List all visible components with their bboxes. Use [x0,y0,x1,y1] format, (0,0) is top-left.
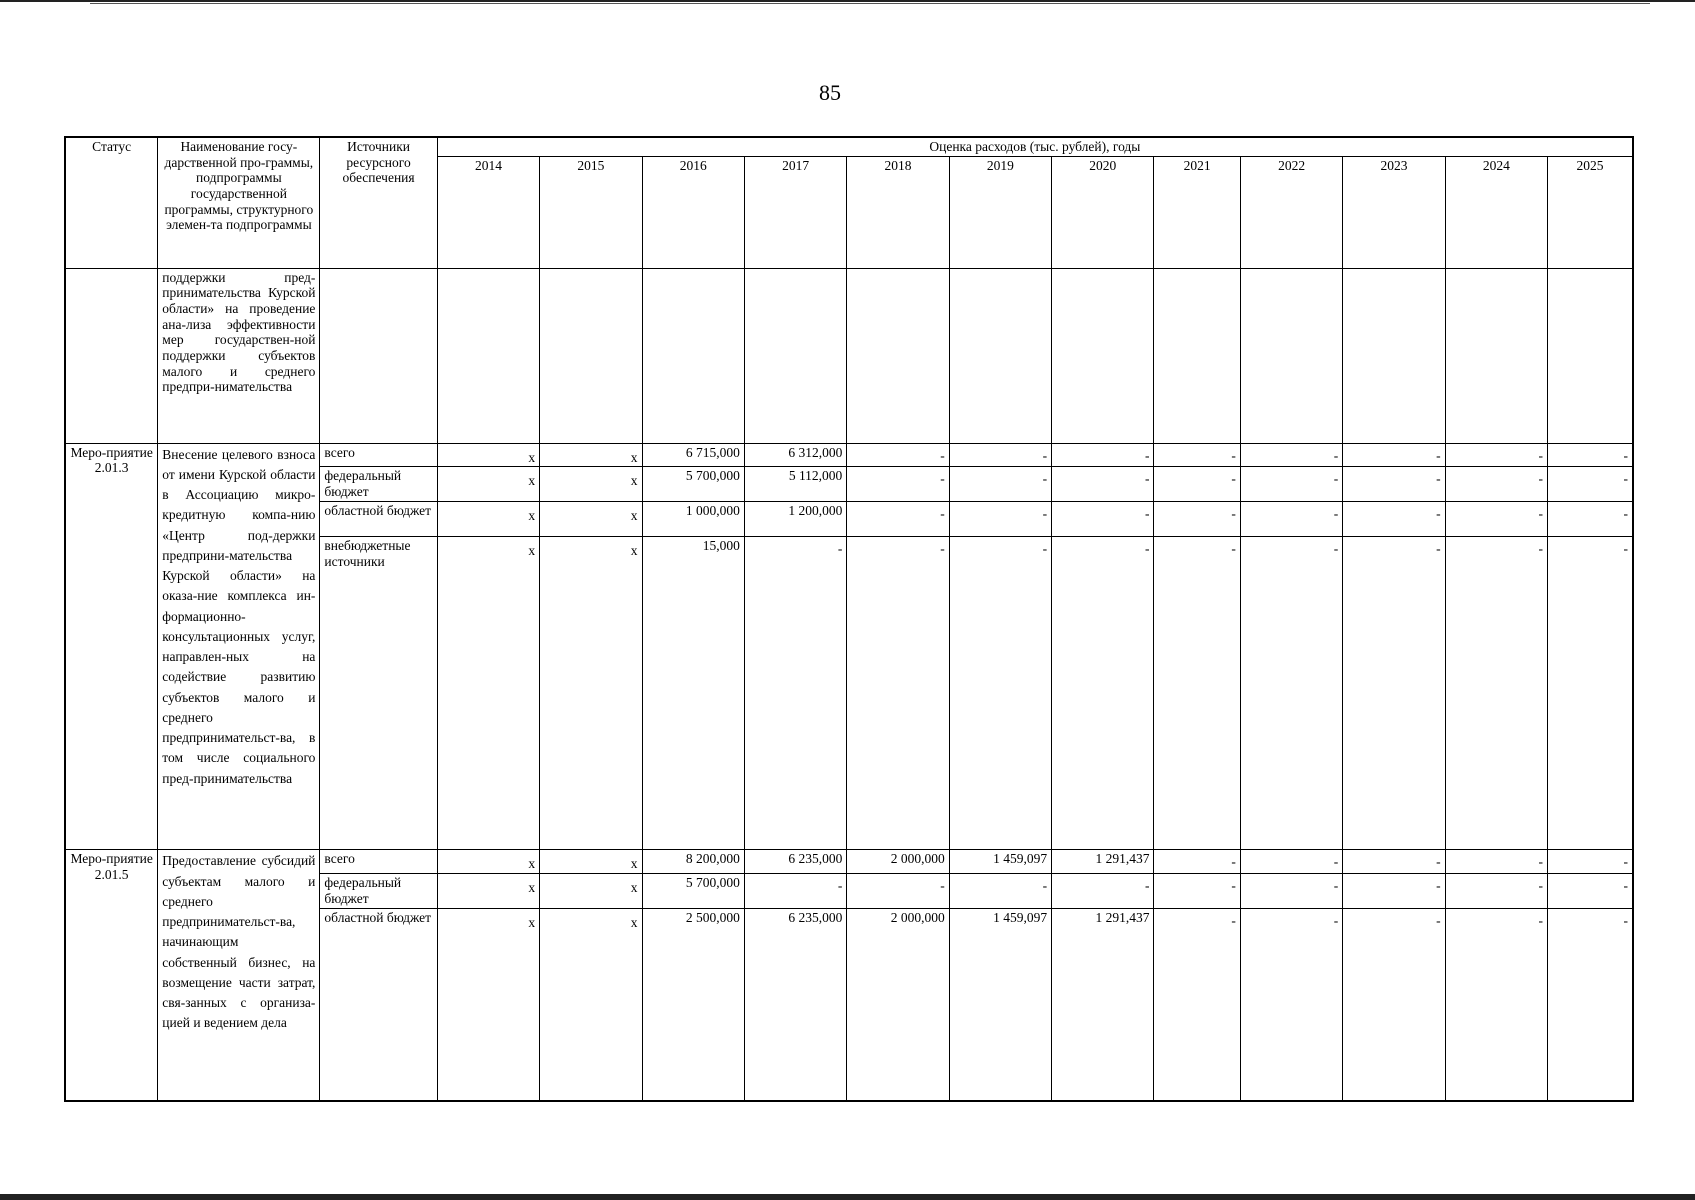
source-label: областной бюджет [320,908,437,1101]
value-cell: - [1548,502,1633,537]
value-cell: - [949,443,1051,467]
value-cell: - [949,467,1051,502]
source-label: всего [320,850,437,874]
value-cell: 5 112,000 [744,467,846,502]
measure-name: Предоставление субсидий субъектам малого и среднего предпринимательст-ва, начинающим собственный бизнес, на возмещение части затрат, свя-занных с организа-цией и ведением дела [158,850,320,1102]
value-cell: - [1445,443,1547,467]
value-cell: - [1240,908,1342,1101]
measure-name: Внесение целевого взноса от имени Курской области в Ассоциацию микро-кредитную компа-нию «Центр под-держки предприни-мательства Курской области» на оказа-ние комплекса ин-формационно-консультационных услуг, направлен-ных на содействие развитию субъектов малого и среднего предпринимательст-ва, в том числе социального пред-принимательства [158,443,320,850]
continuation-row [65,268,1633,443]
value-cell: x [437,443,539,467]
value-cell: - [1154,467,1240,502]
budget-table [64,136,1634,1102]
header-year: 2025 [1548,156,1633,268]
value-cell: 6 312,000 [744,443,846,467]
value-cell: 2 500,000 [642,908,744,1101]
value-cell: x [540,502,642,537]
value-cell: - [744,537,846,850]
table-row [65,850,1633,874]
value-cell: - [1548,443,1633,467]
value-cell: 1 000,000 [642,502,744,537]
value-cell: 5 700,000 [642,873,744,908]
value-cell: - [1052,502,1154,537]
value-cell: x [540,908,642,1101]
value-cell: - [1240,873,1342,908]
measure-status: Меро-приятие 2.01.5 [65,850,158,1102]
value-cell: - [1343,850,1445,874]
source-label: областной бюджет [320,502,437,537]
header-year: 2023 [1343,156,1445,268]
value-cell: x [540,467,642,502]
value-cell: - [1548,467,1633,502]
value-cell: - [1548,908,1633,1101]
value-cell: - [1445,908,1547,1101]
value-cell: 1 200,000 [744,502,846,537]
header-year: 2015 [540,156,642,268]
value-cell: x [540,850,642,874]
value-cell: - [1052,873,1154,908]
value-cell: 6 235,000 [744,850,846,874]
value-cell: x [437,873,539,908]
header-year: 2020 [1052,156,1154,268]
value-cell: - [1154,502,1240,537]
value-cell: - [1343,908,1445,1101]
value-cell: - [847,873,949,908]
value-cell: - [847,502,949,537]
header-estimate: Оценка расходов (тыс. рублей), годы [437,137,1633,156]
value-cell: - [1548,873,1633,908]
value-cell: - [1052,537,1154,850]
continuation-status-cell [65,268,158,443]
source-label: всего [320,443,437,467]
value-cell: - [1240,443,1342,467]
value-cell: - [1154,537,1240,850]
table-row [65,443,1633,467]
value-cell: 1 291,437 [1052,908,1154,1101]
value-cell: x [540,537,642,850]
value-cell: - [1445,873,1547,908]
value-cell: - [1343,873,1445,908]
value-cell: x [437,502,539,537]
value-cell: - [1154,908,1240,1101]
header-year: 2016 [642,156,744,268]
source-label: федеральный бюджет [320,873,437,908]
value-cell: - [744,873,846,908]
header-year: 2019 [949,156,1051,268]
header-year: 2021 [1154,156,1240,268]
value-cell: - [1240,850,1342,874]
page-number: 85 [819,80,841,105]
value-cell: - [1154,850,1240,874]
header-year: 2024 [1445,156,1547,268]
value-cell: 8 200,000 [642,850,744,874]
continuation-name: поддержки пред-принимательства Курской области» на проведение ана-лиза эффективности мер государствен-ной поддержки субъектов малого и среднего предпри-нимательства [158,268,320,443]
value-cell: - [949,873,1051,908]
value-cell: 2 000,000 [847,850,949,874]
header-status: Статус [65,137,158,268]
value-cell: - [949,537,1051,850]
scan-border-top [0,0,1695,2]
value-cell: - [1052,467,1154,502]
value-cell: 6 715,000 [642,443,744,467]
value-cell: 2 000,000 [847,908,949,1101]
value-cell: 15,000 [642,537,744,850]
value-cell: - [1548,850,1633,874]
value-cell: 6 235,000 [744,908,846,1101]
value-cell: - [1154,443,1240,467]
value-cell: - [847,443,949,467]
header-year: 2022 [1240,156,1342,268]
value-cell: - [1240,467,1342,502]
value-cell: - [1548,537,1633,850]
scan-border-bottom [0,1194,1695,1200]
value-cell: x [540,873,642,908]
header-year: 2018 [847,156,949,268]
value-cell: - [949,502,1051,537]
value-cell: - [1445,467,1547,502]
value-cell: - [1445,502,1547,537]
value-cell: - [1240,502,1342,537]
value-cell: - [1343,443,1445,467]
value-cell: - [1154,873,1240,908]
header-name: Наименование госу-дарственной про-граммы, подпрограммы государственной программы, структурного элемен-та подпрограммы [158,137,320,268]
value-cell: - [847,467,949,502]
scan-border-top-inner [90,3,1650,4]
header-sources: Источники ресурсного обеспечения [320,137,437,268]
header-year: 2017 [744,156,846,268]
value-cell: - [1240,537,1342,850]
value-cell: - [1052,443,1154,467]
value-cell: - [1445,537,1547,850]
value-cell: - [1343,467,1445,502]
value-cell: - [847,537,949,850]
source-label: внебюджетные источники [320,537,437,850]
value-cell: 1 459,097 [949,850,1051,874]
header-year: 2014 [437,156,539,268]
value-cell: x [437,467,539,502]
value-cell: 1 459,097 [949,908,1051,1101]
value-cell: x [437,537,539,850]
value-cell: 1 291,437 [1052,850,1154,874]
value-cell: 5 700,000 [642,467,744,502]
value-cell: - [1343,502,1445,537]
value-cell: - [1343,537,1445,850]
measure-status: Меро-приятие 2.01.3 [65,443,158,850]
value-cell: - [1445,850,1547,874]
source-label: федеральный бюджет [320,467,437,502]
value-cell: x [437,908,539,1101]
value-cell: x [540,443,642,467]
value-cell: x [437,850,539,874]
